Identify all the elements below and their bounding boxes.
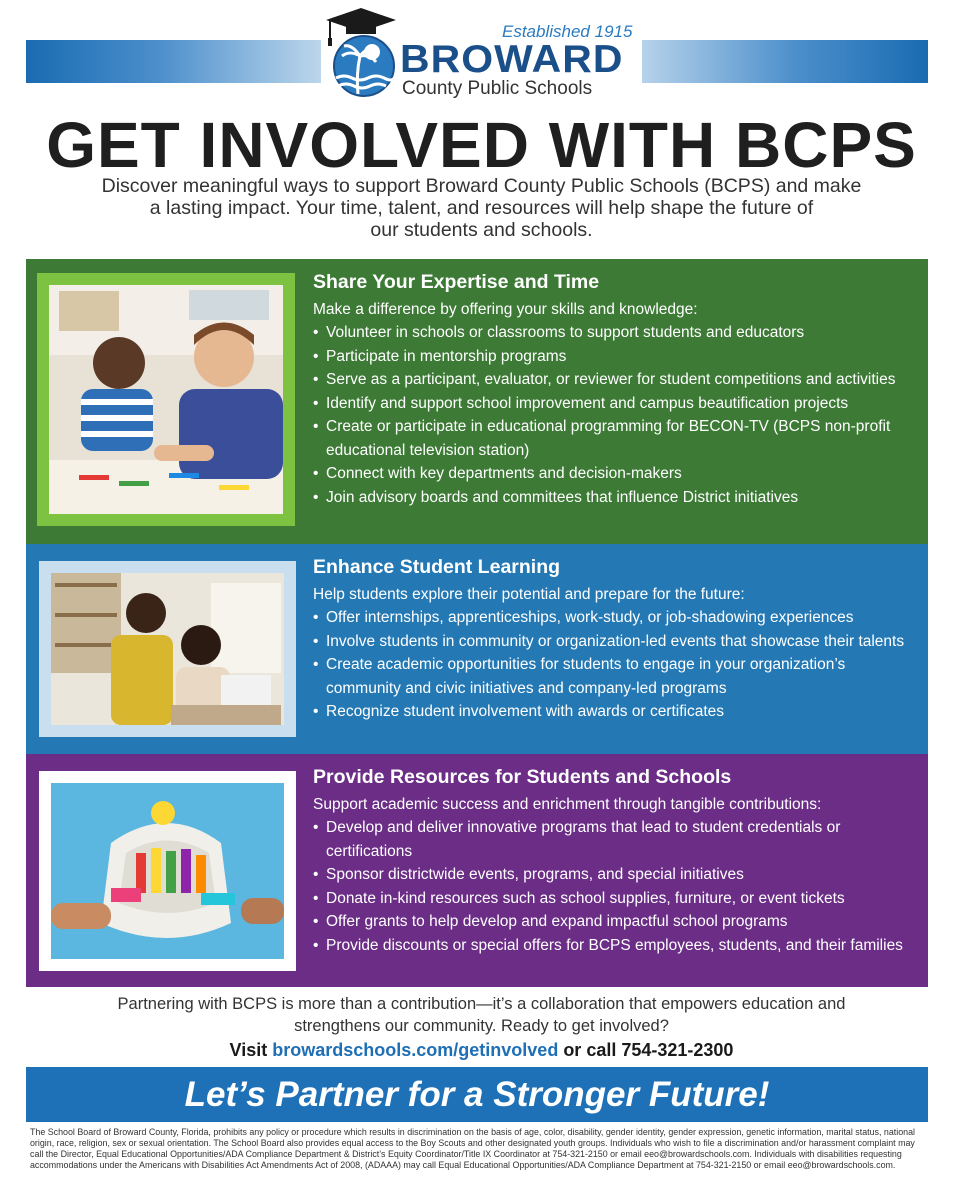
list-item: • Donate in-kind resources such as school supplies, furniture, or event tickets — [313, 889, 845, 907]
list-item: • Join advisory boards and committees that influence District initiatives — [313, 488, 799, 506]
intro-paragraph — [40, 175, 923, 241]
logo-name: BROWARD — [400, 38, 624, 81]
list-item: • Develop and deliver innovative programs that lead to student credentials or certifications — [313, 819, 841, 860]
list-item: • Provide discounts or special offers for BCPS employees, students, and their families — [313, 936, 903, 954]
intro-line: a lasting impact. Your time, talent, and resources will help shape the future of — [149, 197, 814, 219]
closing-paragraph — [30, 993, 933, 1037]
header-gradient-left — [26, 40, 321, 83]
section-title: Provide Resources for Students and Schools — [313, 766, 732, 788]
list-item: • Serve as a participant, evaluator, or reviewer for student competitions and activities — [313, 371, 896, 388]
photo-students-laptop — [39, 561, 296, 737]
closing-line: Partnering with BCPS is more than a contribution—it’s a collaboration that empowers education and — [117, 995, 846, 1013]
bcps-logo — [322, 4, 642, 100]
bullet-list — [313, 321, 923, 509]
list-item: • Participate in mentorship programs — [313, 347, 567, 365]
contact-line — [0, 1040, 963, 1061]
classroom-photo-icon — [49, 285, 283, 514]
logo-subtitle: County Public Schools — [402, 78, 593, 99]
partner-banner: Let’s Partner for a Stronger Future! — [26, 1067, 928, 1122]
students-photo-icon — [51, 573, 284, 725]
list-item: • Sponsor districtwide events, programs, and special initiatives — [313, 866, 744, 883]
photo-volunteer-with-child — [37, 273, 295, 526]
supplies-photo-icon — [51, 783, 284, 959]
section-intro: Help students explore their potential and prepare for the future: — [313, 586, 745, 603]
graduation-cap-palm-icon — [322, 4, 400, 100]
list-item: • Create or participate in educational programming for BECON-TV (BCPS non-profit educational television station) — [313, 418, 891, 459]
section-text — [313, 271, 923, 509]
section-student-learning — [26, 544, 928, 754]
list-item: • Identify and support school improvement and campus beautification projects — [313, 394, 849, 412]
bullet-list — [313, 816, 923, 957]
get-involved-link[interactable]: browardschools.com/getinvolved — [272, 1040, 559, 1060]
section-intro: Support academic success and enrichment through tangible contributions: — [313, 796, 822, 813]
photo-school-supplies — [39, 771, 296, 971]
phone-text: or call 754-321-2300 — [558, 1040, 734, 1060]
list-item: • Connect with key departments and decision-makers — [313, 465, 682, 482]
section-intro: Make a difference by offering your skills and knowledge: — [313, 301, 698, 318]
header-gradient-right — [633, 40, 928, 83]
intro-line: our students and schools. — [370, 219, 593, 241]
page-title: GET INVOLVED WITH BCPS — [46, 109, 917, 181]
section-title: Enhance Student Learning — [313, 556, 561, 578]
legal-disclaimer: The School Board of Broward County, Florida, prohibits any policy or procedure which results in discrimination on the basis of age, color, disability, gender identity, gender expression, genetic information, marital status, national origin, race, religion, sex or sexual orientation. The School Board also provides equal access to the Boy Scouts and other designated youth groups. Individuals who wish to file a discrimination and/or harassment complaint may call the Director, Equal Educational Opportunities/ADA Compliance Department & District’s Equity Coordinator/Title IX Coordinator at 754-321-2150 or email eeo@browardschools.com. Individuals with disabilities requesting accommodations under the Americans with Disabilities Act Amendments Act of 2008, (ADAAA) may call Equal Educational Opportunities/ADA Compliance Department at 754-321-2150 or email eeo@browardschools.com. — [30, 1127, 915, 1170]
list-item: • Create academic opportunities for students to engage in your organization’s community and civic initiatives and company-led programs — [313, 656, 846, 697]
list-item: • Offer grants to help develop and expand impactful school programs — [313, 913, 788, 930]
section-text — [313, 556, 923, 724]
section-expertise — [26, 259, 928, 544]
list-item: • Recognize student involvement with awards or certificates — [313, 703, 725, 720]
visit-prefix: Visit — [229, 1040, 273, 1060]
section-title: Share Your Expertise and Time — [313, 271, 600, 293]
bullet-list — [313, 606, 923, 724]
list-item: • Volunteer in schools or classrooms to support students and educators — [313, 324, 805, 341]
section-text — [313, 766, 923, 957]
intro-line: Discover meaningful ways to support Broward County Public Schools (BCPS) and make — [101, 175, 862, 197]
list-item: • Involve students in community or organization-led events that showcase their talents — [313, 632, 905, 650]
established-text: Established 1915 — [502, 22, 633, 41]
closing-line: strengthens our community. Ready to get involved? — [294, 1017, 669, 1035]
section-resources — [26, 754, 928, 987]
list-item: • Offer internships, apprenticeships, work-study, or job-shadowing experiences — [313, 609, 854, 626]
